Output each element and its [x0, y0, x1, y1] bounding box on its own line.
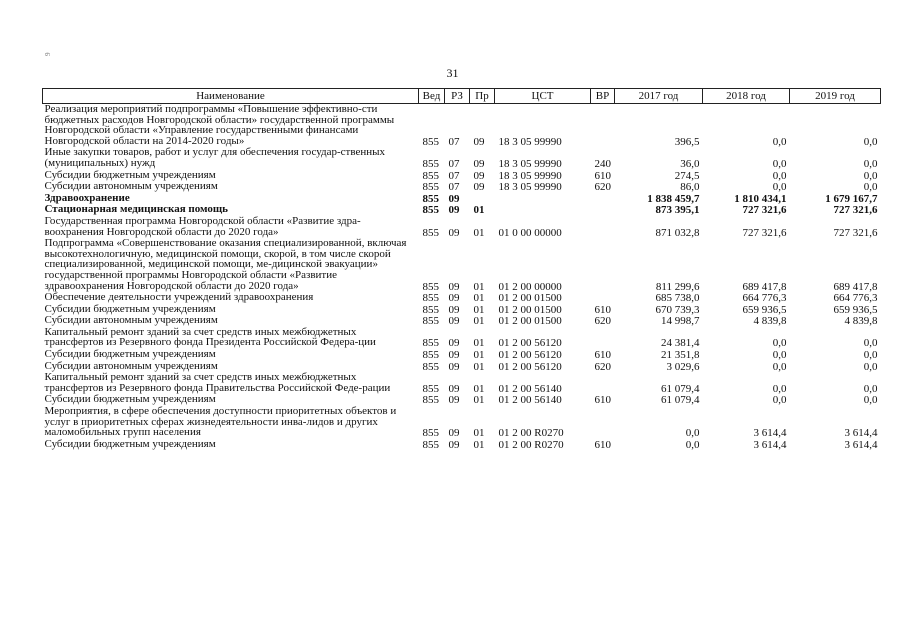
row-pr: 01 [473, 349, 485, 362]
row-vr: 620 [594, 181, 611, 194]
row-vr: 620 [594, 360, 611, 373]
header-pr: Пр [470, 89, 495, 104]
row-rz: 09 [448, 204, 460, 217]
row-ved: 855 [422, 169, 439, 182]
row-value-2018: 0,0 [772, 360, 787, 373]
table-row [43, 327, 881, 349]
row-pr: 01 [473, 438, 485, 451]
row-pr: 01 [473, 337, 485, 350]
row-name: Субсидии бюджетным учреждениям [44, 348, 216, 361]
row-value-2018: 0,0 [772, 169, 787, 182]
row-vr: 610 [594, 438, 611, 451]
row-vr [591, 327, 615, 349]
row-name: Капитальный ремонт зданий за счет средств иных межбюджетных трансфертов из Резервного фонда Президента Российской Федера-ции [44, 325, 376, 349]
row-pr: 01 [473, 303, 485, 316]
row-vr: 610 [594, 303, 611, 316]
row-pr: 09 [473, 169, 485, 182]
row-value-2018: 0,0 [772, 135, 787, 148]
row-name: Субсидии автономным учреждениям [44, 180, 218, 193]
row-ved: 855 [422, 135, 439, 148]
row-cst: 01 2 00 56140 [498, 382, 562, 395]
row-name: Субсидии автономным учреждениям [44, 314, 218, 327]
row-value-2019: 0,0 [863, 394, 878, 407]
table-row [43, 216, 881, 238]
table-row [43, 406, 881, 439]
row-name: Государственная программа Новгородской области «Развитие здра-воохранения Новгородской области до 2020 года» [44, 214, 361, 238]
row-rz: 09 [448, 303, 460, 316]
row-cst: 01 2 00 R0270 [498, 438, 564, 451]
header-name: Наименование [43, 89, 419, 104]
row-cst [495, 193, 591, 205]
row-value-2019: 0,0 [863, 169, 878, 182]
row-rz: 07 [448, 181, 460, 194]
header-2018: 2018 год [703, 89, 790, 104]
row-cst: 01 2 00 56120 [498, 360, 562, 373]
row-value-2017: 21 351,8 [661, 349, 700, 362]
row-vr [591, 193, 615, 205]
table-row [43, 181, 881, 193]
row-value-2019: 0,0 [863, 157, 878, 170]
row-value-2019: 4 839,8 [844, 315, 878, 328]
row-value-2018: 0,0 [772, 181, 787, 194]
row-rz: 09 [448, 192, 460, 205]
row-value-2019: 0,0 [863, 135, 878, 148]
header-ved: Вед [419, 89, 445, 104]
row-value-2017: 685 738,0 [655, 292, 700, 305]
margin-mark: 9 [44, 52, 52, 56]
row-value-2017: 3 029,6 [666, 360, 700, 373]
row-ved: 855 [422, 181, 439, 194]
row-rz: 09 [448, 382, 460, 395]
row-value-2018: 0,0 [772, 394, 787, 407]
row-pr: 09 [473, 135, 485, 148]
row-ved: 855 [422, 157, 439, 170]
table-row [43, 439, 881, 451]
row-value-2017: 871 032,8 [655, 226, 700, 239]
row-value-2017: 61 079,4 [661, 394, 700, 407]
row-vr [591, 204, 615, 216]
row-value-2017: 36,0 [680, 157, 700, 170]
row-cst: 01 2 00 56120 [498, 337, 562, 350]
row-value-2017: 0,0 [685, 438, 700, 451]
row-pr: 09 [473, 181, 485, 194]
row-value-2018: 727 321,6 [742, 226, 787, 239]
row-ved: 855 [422, 360, 439, 373]
row-rz: 09 [448, 315, 460, 328]
row-name: Обеспечение деятельности учреждений здравоохранения [44, 291, 314, 304]
row-value-2019: 0,0 [863, 382, 878, 395]
row-cst: 01 2 00 01500 [498, 303, 562, 316]
row-cst: 01 2 00 00000 [498, 280, 562, 293]
row-value-2017: 811 299,6 [655, 280, 700, 293]
row-value-2017: 396,5 [674, 135, 700, 148]
row-cst: 01 2 00 01500 [498, 292, 562, 305]
row-name: Субсидии бюджетным учреждениям [44, 302, 216, 315]
row-value-2018: 1 810 434,1 [734, 192, 787, 205]
row-vr: 620 [594, 315, 611, 328]
row-ved: 855 [422, 303, 439, 316]
table-row [43, 104, 881, 148]
row-cst: 01 2 00 56120 [498, 349, 562, 362]
row-value-2018: 3 614,4 [753, 427, 787, 440]
row-vr [591, 406, 615, 439]
row-value-2018: 0,0 [772, 157, 787, 170]
row-value-2018: 727 321,6 [742, 204, 787, 217]
row-name: Стационарная медицинская помощь [44, 203, 228, 216]
row-ved: 855 [422, 226, 439, 239]
row-rz: 07 [448, 157, 460, 170]
row-rz: 09 [448, 438, 460, 451]
table-header [43, 89, 881, 104]
row-name: Капитальный ремонт зданий за счет средств иных межбюджетных трансфертов из Резервного фонда Правительства Российской Феде-рации [44, 371, 391, 394]
row-value-2019: 3 614,4 [844, 427, 878, 440]
row-pr [470, 193, 495, 205]
row-value-2017: 670 739,3 [655, 303, 700, 316]
row-value-2017: 86,0 [680, 181, 700, 194]
row-ved: 855 [422, 280, 439, 293]
row-ved: 855 [422, 349, 439, 362]
header-2017: 2017 год [615, 89, 703, 104]
row-name: Субсидии бюджетным учреждениям [44, 437, 216, 450]
row-name: Здравоохранение [44, 191, 130, 204]
row-value-2019: 0,0 [863, 181, 878, 194]
header-2019: 2019 год [790, 89, 881, 104]
row-value-2018: 689 417,8 [742, 280, 787, 293]
row-cst [495, 204, 591, 216]
row-ved: 855 [422, 337, 439, 350]
row-value-2018: 659 936,5 [742, 303, 787, 316]
row-value-2017: 61 079,4 [661, 382, 700, 395]
row-vr: 610 [594, 349, 611, 362]
page-number: 31 [446, 66, 459, 80]
row-pr: 01 [473, 427, 485, 440]
row-vr: 610 [594, 169, 611, 182]
row-value-2018: 0,0 [772, 349, 787, 362]
row-pr: 09 [473, 157, 485, 170]
row-pr: 01 [473, 280, 485, 293]
row-value-2019: 3 614,4 [844, 438, 878, 451]
row-cst: 18 3 05 99990 [498, 181, 562, 194]
row-value-2019: 689 417,8 [833, 280, 878, 293]
row-value-2019: 664 776,3 [833, 292, 878, 305]
row-value-2019: 1 679 167,7 [825, 192, 878, 205]
row-ved: 855 [422, 204, 439, 217]
budget-table [42, 88, 881, 450]
table-row [43, 372, 881, 394]
header-cst: ЦСТ [495, 89, 591, 104]
row-rz: 07 [448, 135, 460, 148]
row-rz: 09 [448, 349, 460, 362]
row-ved: 855 [422, 427, 439, 440]
row-value-2018: 0,0 [772, 337, 787, 350]
row-value-2019: 0,0 [863, 349, 878, 362]
row-value-2019: 659 936,5 [833, 303, 878, 316]
row-name: Реализация мероприятий подпрограммы «Повышение эффективно-сти бюджетных расходов Новгородской области» государственной программы Новгородской области «Управление государственными финансами Новгородской области на 2014-2020 годы» [44, 103, 395, 147]
row-name: Субсидии бюджетным учреждениям [44, 393, 216, 406]
row-rz: 09 [448, 360, 460, 373]
row-ved: 855 [422, 292, 439, 305]
header-vr: ВР [591, 89, 615, 104]
row-value-2019: 727 321,6 [833, 204, 878, 217]
row-name: Субсидии автономным учреждениям [44, 359, 218, 372]
row-vr [591, 216, 615, 238]
row-value-2017: 274,5 [674, 169, 700, 182]
table-row [43, 292, 881, 304]
row-cst: 01 2 00 01500 [498, 315, 562, 328]
row-name: Иные закупки товаров, работ и услуг для обеспечения государ-ственных (муниципальных) нужд [44, 146, 386, 169]
row-ved: 855 [422, 438, 439, 451]
row-rz: 09 [448, 292, 460, 305]
row-value-2019: 727 321,6 [833, 226, 878, 239]
row-pr: 01 [473, 382, 485, 395]
row-pr: 01 [473, 292, 485, 305]
row-value-2018: 4 839,8 [753, 315, 787, 328]
row-pr: 01 [473, 394, 485, 407]
row-ved: 855 [422, 394, 439, 407]
row-value-2017: 1 838 459,7 [647, 192, 700, 205]
row-cst: 01 0 00 00000 [498, 226, 562, 239]
row-rz: 07 [448, 169, 460, 182]
row-pr: 01 [473, 226, 485, 239]
row-rz: 09 [448, 226, 460, 239]
row-name: Субсидии бюджетным учреждениям [44, 168, 216, 181]
row-vr: 240 [594, 157, 611, 170]
row-value-2019: 0,0 [863, 360, 878, 373]
row-value-2018: 3 614,4 [753, 438, 787, 451]
row-pr: 01 [473, 315, 485, 328]
row-name: Подпрограмма «Совершенствование оказания специализированной, включая высокотехнологичную, медицинской помощи, скорой, в том числе скорой специализированной, медицинской помощи, ме-дицинской эвакуации» государственной программы Новгородской области «Развитие здравоохранения Новгородской области до 2020 года» [44, 237, 407, 292]
row-value-2017: 873 395,1 [655, 204, 700, 217]
row-cst: 18 3 05 99990 [498, 169, 562, 182]
row-rz: 09 [448, 427, 460, 440]
header-rz: РЗ [445, 89, 470, 104]
row-vr [591, 238, 615, 292]
row-name: Мероприятия, в сфере обеспечения доступности приоритетных объектов и услуг в приоритетных сферах жизнедеятельности инва-лидов и других маломобильных групп населения [44, 405, 397, 439]
row-rz: 09 [448, 394, 460, 407]
row-pr: 01 [473, 360, 485, 373]
table-row [43, 238, 881, 292]
row-ved: 855 [422, 192, 439, 205]
row-ved: 855 [422, 315, 439, 328]
row-pr: 01 [473, 204, 485, 217]
row-ved: 855 [422, 382, 439, 395]
table-row [43, 147, 881, 169]
row-cst: 18 3 05 99990 [498, 157, 562, 170]
table-row [43, 349, 881, 361]
row-vr [591, 372, 615, 394]
row-cst: 18 3 05 99990 [498, 135, 562, 148]
row-value-2017: 24 381,4 [661, 337, 700, 350]
row-rz: 09 [448, 280, 460, 293]
row-value-2017: 0,0 [685, 427, 700, 440]
row-vr [591, 292, 615, 304]
row-vr: 610 [594, 394, 611, 407]
row-value-2018: 0,0 [772, 382, 787, 395]
row-value-2019: 0,0 [863, 337, 878, 350]
row-cst: 01 2 00 R0270 [498, 427, 564, 440]
row-cst: 01 2 00 56140 [498, 394, 562, 407]
row-value-2017: 14 998,7 [661, 315, 700, 328]
row-vr [591, 104, 615, 148]
row-rz: 09 [448, 337, 460, 350]
row-value-2018: 664 776,3 [742, 292, 787, 305]
